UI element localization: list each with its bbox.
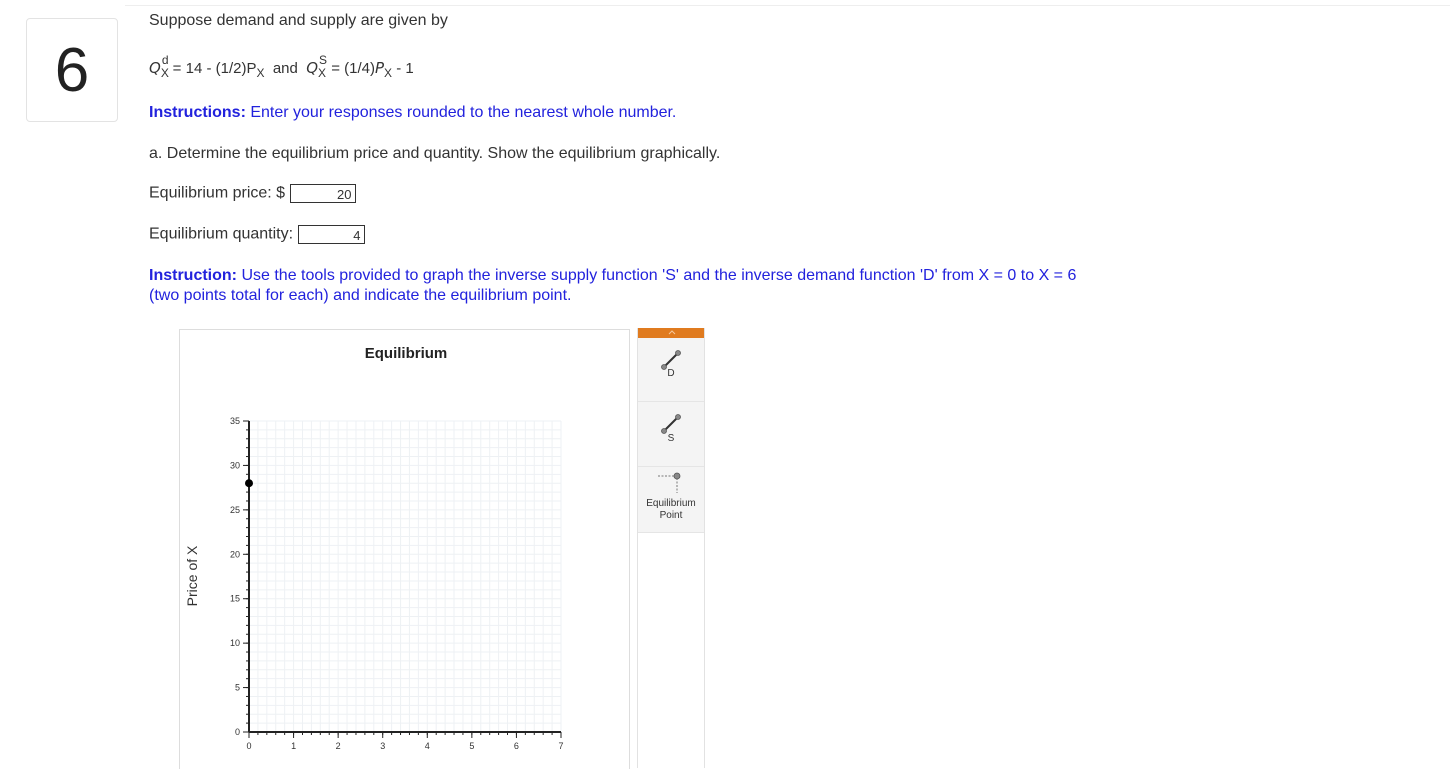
y-tick-label: 5 — [234, 682, 240, 693]
plotted-point[interactable] — [245, 479, 253, 487]
equilibrium-price-label: Equilibrium price: $ — [149, 184, 286, 202]
supply-demand-equations — [149, 53, 414, 80]
demand-q: Q — [149, 59, 161, 77]
chart-points[interactable] — [245, 479, 253, 487]
instructions-label: Instructions: — [149, 104, 246, 121]
x-tick-label: 6 — [513, 741, 519, 751]
y-tick-label: 25 — [229, 504, 240, 515]
y-tick-label: 10 — [229, 638, 240, 649]
x-tick-label: 1 — [291, 741, 297, 751]
equilibrium-quantity-input[interactable]: 4 — [298, 225, 365, 244]
equilibrium-price-row — [149, 184, 356, 203]
graph-toolbar — [637, 328, 705, 768]
top-divider — [125, 5, 1450, 6]
demand-rhs: = 14 - (1/2)P — [168, 60, 257, 77]
graph-panel — [179, 329, 630, 769]
y-axis-label: Price of X — [184, 545, 200, 607]
graph-instruction-label: Instruction: — [149, 267, 237, 284]
chart-grid — [249, 421, 561, 732]
y-tick-label: 35 — [229, 416, 240, 426]
supply-rhs-a: = (1/4) — [327, 60, 375, 77]
collapse-icon[interactable] — [638, 328, 706, 338]
y-tick-label: 20 — [229, 549, 240, 560]
point-tool-icon — [638, 469, 706, 499]
equation-and: and — [272, 60, 298, 77]
tool-equilibrium-label: Equilibrium Point — [646, 498, 696, 521]
tool-supply-line[interactable] — [638, 402, 704, 467]
y-tick-label: 30 — [229, 460, 240, 471]
x-tick-label: 2 — [335, 741, 341, 751]
demand-rhs-sub: X — [256, 66, 265, 80]
supply-q-sub: X — [318, 66, 327, 80]
chart-axes — [243, 421, 561, 738]
tool-equilibrium-point[interactable] — [638, 467, 704, 533]
equilibrium-quantity-label: Equilibrium quantity: — [149, 225, 294, 243]
graph-instruction-line2: (two points total for each) and indicate the equilibrium point. — [149, 287, 572, 304]
graph-instruction-line1: Use the tools provided to graph the inverse supply function 'S' and the inverse demand function 'D' from X = 0 to X = 6 — [237, 267, 1077, 284]
y-tick-label: 0 — [234, 727, 240, 737]
demand-q-sub: X — [160, 66, 169, 80]
question-intro: Suppose demand and supply are given by — [149, 12, 448, 29]
x-tick-label: 0 — [246, 741, 252, 751]
supply-q: Q — [306, 59, 319, 77]
supply-rhs-sub: X — [384, 66, 393, 80]
demand-q-sup: d — [161, 53, 169, 67]
tool-demand-line[interactable] — [638, 338, 704, 402]
instructions — [149, 104, 676, 122]
supply-q-sup: S — [319, 53, 328, 67]
question-number: 6 — [26, 18, 118, 122]
supply-rhs-p: P — [375, 59, 385, 77]
x-tick-label: 7 — [558, 741, 564, 751]
x-tick-label: 5 — [469, 741, 475, 751]
supply-rhs-b: - 1 — [392, 60, 414, 77]
equilibrium-chart[interactable] — [180, 330, 631, 770]
equilibrium-price-input[interactable]: 20 — [290, 184, 356, 203]
chart-ticks — [230, 416, 564, 751]
chart-title: Equilibrium — [364, 345, 448, 362]
tool-demand-label: D — [667, 368, 675, 379]
graph-instruction — [149, 266, 1076, 306]
part-a-prompt: a. Determine the equilibrium price and quantity. Show the equilibrium graphically. — [149, 145, 721, 162]
y-tick-label: 15 — [229, 593, 240, 604]
toolbar-header — [638, 328, 704, 338]
tool-supply-label: S — [667, 433, 675, 444]
instructions-text: Enter your responses rounded to the nearest whole number. — [245, 104, 677, 121]
x-tick-label: 3 — [380, 741, 386, 751]
equilibrium-quantity-row — [149, 225, 365, 244]
x-tick-label: 4 — [424, 741, 430, 751]
